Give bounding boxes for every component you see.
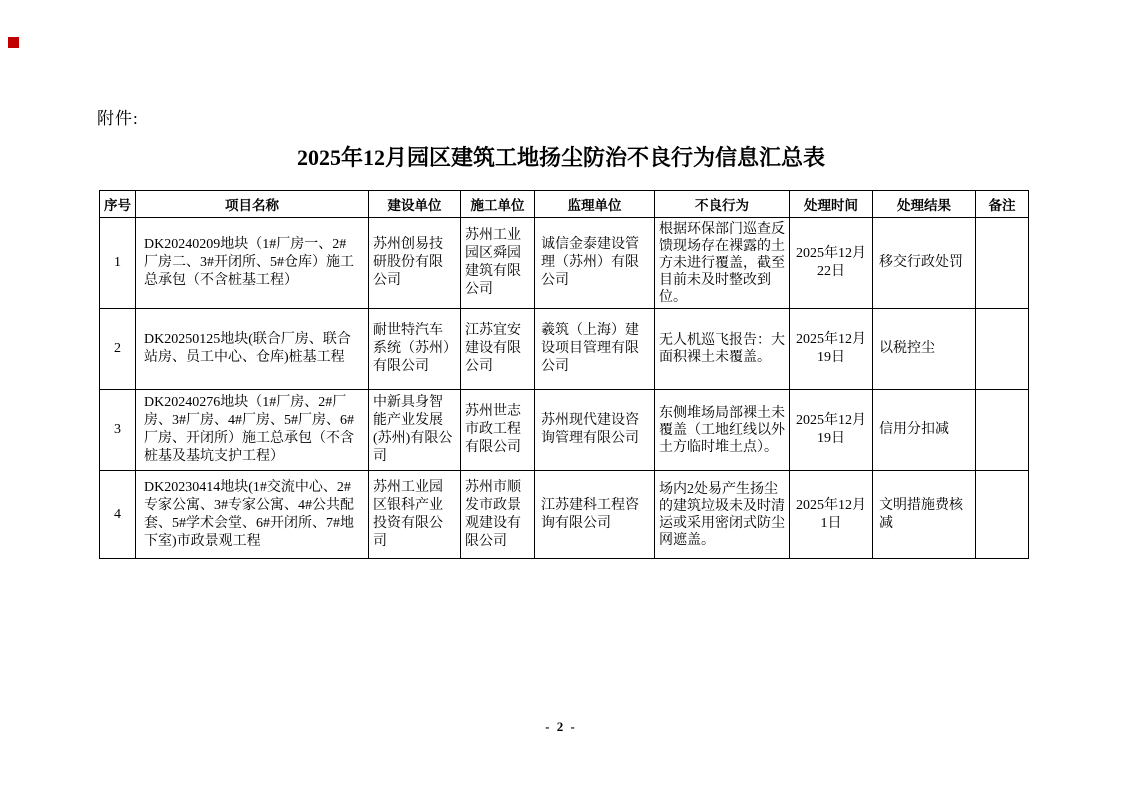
- cell-project: DK20230414地块(1#交流中心、2#专家公寓、3#专家公寓、4#公共配套、5#学术会堂、6#开闭所、7#地下室)市政景观工程: [136, 471, 369, 559]
- cell-handle-result: 信用分扣减: [873, 390, 976, 471]
- cell-project: DK20250125地块(联合厂房、联合站房、员工中心、仓库)桩基工程: [136, 309, 369, 390]
- cell-seq: 3: [100, 390, 136, 471]
- header-builder-unit: 施工单位: [461, 191, 535, 218]
- handle-time-line2: 22日: [817, 264, 845, 279]
- table-header-row: [100, 191, 1029, 218]
- cell-construction-unit: 中新具身智能产业发展(苏州)有限公司: [369, 390, 461, 471]
- cell-builder-unit: 苏州市顺发市政景观建设有限公司: [461, 471, 535, 559]
- cell-construction-unit: 耐世特汽车系统（苏州）有限公司: [369, 309, 461, 390]
- header-supervision-unit: 监理单位: [535, 191, 655, 218]
- cell-bad-behavior: 根据环保部门巡查反馈现场存在裸露的土方未进行覆盖，截至目前未及时整改到位。: [655, 218, 790, 309]
- cell-handle-result: 以税控尘: [873, 309, 976, 390]
- handle-time-line1: 2025年12月: [796, 246, 866, 261]
- cell-handle-time: [790, 471, 873, 559]
- cell-builder-unit: 苏州工业园区舜园建筑有限公司: [461, 218, 535, 309]
- handle-time-line2: 19日: [817, 431, 845, 446]
- handle-time-line2: 19日: [817, 350, 845, 365]
- cell-seq: 1: [100, 218, 136, 309]
- handle-time-line1: 2025年12月: [796, 497, 866, 513]
- cell-handle-result: 文明措施费核减: [873, 471, 976, 559]
- cell-remark: [976, 471, 1029, 559]
- cell-handle-time: [790, 218, 873, 309]
- cell-handle-time: [790, 390, 873, 471]
- header-project-name: 项目名称: [136, 191, 369, 218]
- cell-construction-unit: 苏州创易技研股份有限公司: [369, 218, 461, 309]
- header-handle-result: 处理结果: [873, 191, 976, 218]
- cell-handle-result: 移交行政处罚: [873, 218, 976, 309]
- header-seq: 序号: [100, 191, 136, 218]
- cell-bad-behavior: 场内2处易产生扬尘的建筑垃圾未及时清运或采用密闭式防尘网遮盖。: [655, 471, 790, 559]
- header-remark: 备注: [976, 191, 1029, 218]
- cell-bad-behavior: 无人机巡飞报告：大面积裸土未覆盖。: [655, 309, 790, 390]
- table-row: [100, 471, 1029, 559]
- cell-builder-unit: 苏州世志市政工程有限公司: [461, 390, 535, 471]
- cell-builder-unit: 江苏宜安建设有限公司: [461, 309, 535, 390]
- cell-supervision-unit: 羲筑（上海）建设项目管理有限公司: [535, 309, 655, 390]
- cell-project: DK20240209地块（1#厂房一、2#厂房二、3#开闭所、5#仓库）施工总承包（不含桩基工程）: [136, 218, 369, 309]
- table-row: [100, 390, 1029, 471]
- header-construction-unit: 建设单位: [369, 191, 461, 218]
- header-handle-time: 处理时间: [790, 191, 873, 218]
- dust-control-summary-table: [99, 190, 1029, 559]
- corner-mark: [8, 37, 19, 48]
- cell-seq: 4: [100, 471, 136, 559]
- cell-supervision-unit: 苏州现代建设咨询管理有限公司: [535, 390, 655, 471]
- cell-remark: [976, 218, 1029, 309]
- handle-time-line1: 2025年12月: [796, 332, 866, 347]
- cell-remark: [976, 390, 1029, 471]
- cell-bad-behavior: 东侧堆场局部裸土未覆盖（工地红线以外土方临时堆土点）。: [655, 390, 790, 471]
- cell-seq: 2: [100, 309, 136, 390]
- header-bad-behavior: 不良行为: [655, 191, 790, 218]
- document-title: 2025年12月园区建筑工地扬尘防治不良行为信息汇总表: [296, 145, 825, 170]
- cell-remark: [976, 309, 1029, 390]
- cell-supervision-unit: 江苏建科工程咨询有限公司: [535, 471, 655, 559]
- cell-handle-time: [790, 309, 873, 390]
- table-row: [100, 309, 1029, 390]
- attachment-label: 附件:: [97, 109, 139, 128]
- page-number: - 2 -: [545, 719, 577, 734]
- cell-project: DK20240276地块（1#厂房、2#厂房、3#厂房、4#厂房、5#厂房、6#厂房、开闭所）施工总承包（不含桩基及基坑支护工程）: [136, 390, 369, 471]
- handle-time-line1: 2025年12月: [796, 413, 866, 428]
- table-row: [100, 218, 1029, 309]
- handle-time-line2: 1日: [820, 515, 842, 531]
- cell-construction-unit: 苏州工业园区银科产业投资有限公司: [369, 471, 461, 559]
- cell-supervision-unit: 诚信金泰建设管理（苏州）有限公司: [535, 218, 655, 309]
